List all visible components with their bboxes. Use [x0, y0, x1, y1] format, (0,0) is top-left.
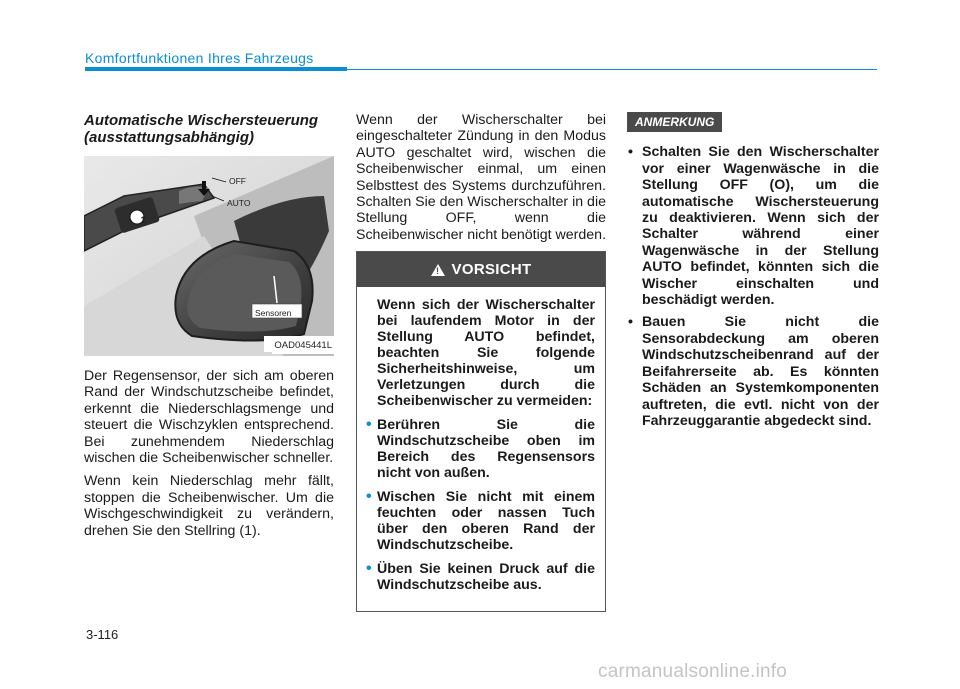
caution-body — [357, 287, 605, 611]
watermark: carmanualsonline.info — [598, 661, 788, 682]
left-column — [84, 112, 334, 546]
list-item: • Bauen Sie nicht die Sensorabdeckung am oberen Windschutzscheibenrand auf der Beifahrerseite ab. Es könnten Schäden an Systemkomponenten auftreten, die evtl. nicht von der Fahrzeuggarantie abgedeckt sind. — [627, 314, 879, 429]
warning-triangle-icon: ! — [431, 264, 445, 276]
paragraph: Der Regensensor, der sich am oberen Rand der Windschutzscheibe befindet, erkennt die Niederschlagsmenge und steuert die Wischzyklen entsprechend. Bei zunehmendem Niederschlag wischen die Scheibenwischer schneller. — [84, 368, 334, 467]
wiper-switch-figure — [84, 156, 334, 356]
caution-header — [357, 252, 605, 287]
section-heading: Automatische Wischersteuerung (ausstattungsabhängig) — [84, 112, 319, 146]
label-sensor: Sensoren — [255, 308, 292, 318]
note-label: ANMERKUNG — [627, 112, 722, 132]
list-item: • Wischen Sie nicht mit einem feuchten oder nassen Tuch über den oberen Rand der Windschutzscheibe. — [377, 489, 595, 553]
caution-title: VORSICHT — [451, 260, 532, 278]
figure-code: OAD045441L — [272, 338, 334, 354]
page-number: 3-116 — [86, 627, 119, 642]
caution-list — [377, 417, 595, 593]
callout-number: 1 — [140, 215, 146, 225]
wiper-sensor-illustration — [84, 156, 334, 356]
header-rule-thin — [347, 69, 877, 70]
header-title: Komfortfunktionen Ihres Fahrzeugs — [85, 50, 314, 66]
middle-column — [356, 112, 606, 612]
caution-box — [356, 251, 606, 612]
caution-intro: Wenn sich der Wischerschalter bei laufendem Motor in der Stellung AUTO befindet, beachten Sie folgende Sicherheitshinweise, um Verletzungen durch die Scheibenwischer zu vermeiden: — [377, 297, 595, 410]
header-rule-thick — [85, 67, 347, 71]
label-off: OFF — [229, 176, 246, 186]
right-column — [627, 112, 879, 435]
list-item: • Üben Sie keinen Druck auf die Windschutzscheibe aus. — [377, 561, 595, 593]
note-list — [627, 144, 879, 429]
paragraph: Wenn der Wischerschalter bei eingeschalteter Zündung in den Modus AUTO geschaltet wird, wischen die Scheibenwischer einmal, um einen Selbsttest des Systems durchzuführen. Schalten Sie den Wischerschalter in die Stellung OFF, wenn die Scheibenwischer nicht benötigt werden. — [356, 112, 607, 243]
list-item: • Berühren Sie die Windschutzscheibe oben im Bereich des Regensensors nicht von außen. — [377, 417, 595, 481]
paragraph: Wenn kein Niederschlag mehr fällt, stoppen die Scheibenwischer. Um die Wischgeschwindigkeit zu verändern, drehen Sie den Stellring (1). — [84, 473, 334, 539]
list-item: • Schalten Sie den Wischerschalter vor einer Wagenwäsche in die Stellung OFF (O), um die automatische Wischersteuerung zu deaktivieren. Wenn sich der Schalter während einer Wagenwäsche in der Stellung AUTO befindet, könnten sich die Wischer einschalten und beschädigt werden. — [627, 144, 879, 308]
label-auto: AUTO — [227, 198, 251, 208]
